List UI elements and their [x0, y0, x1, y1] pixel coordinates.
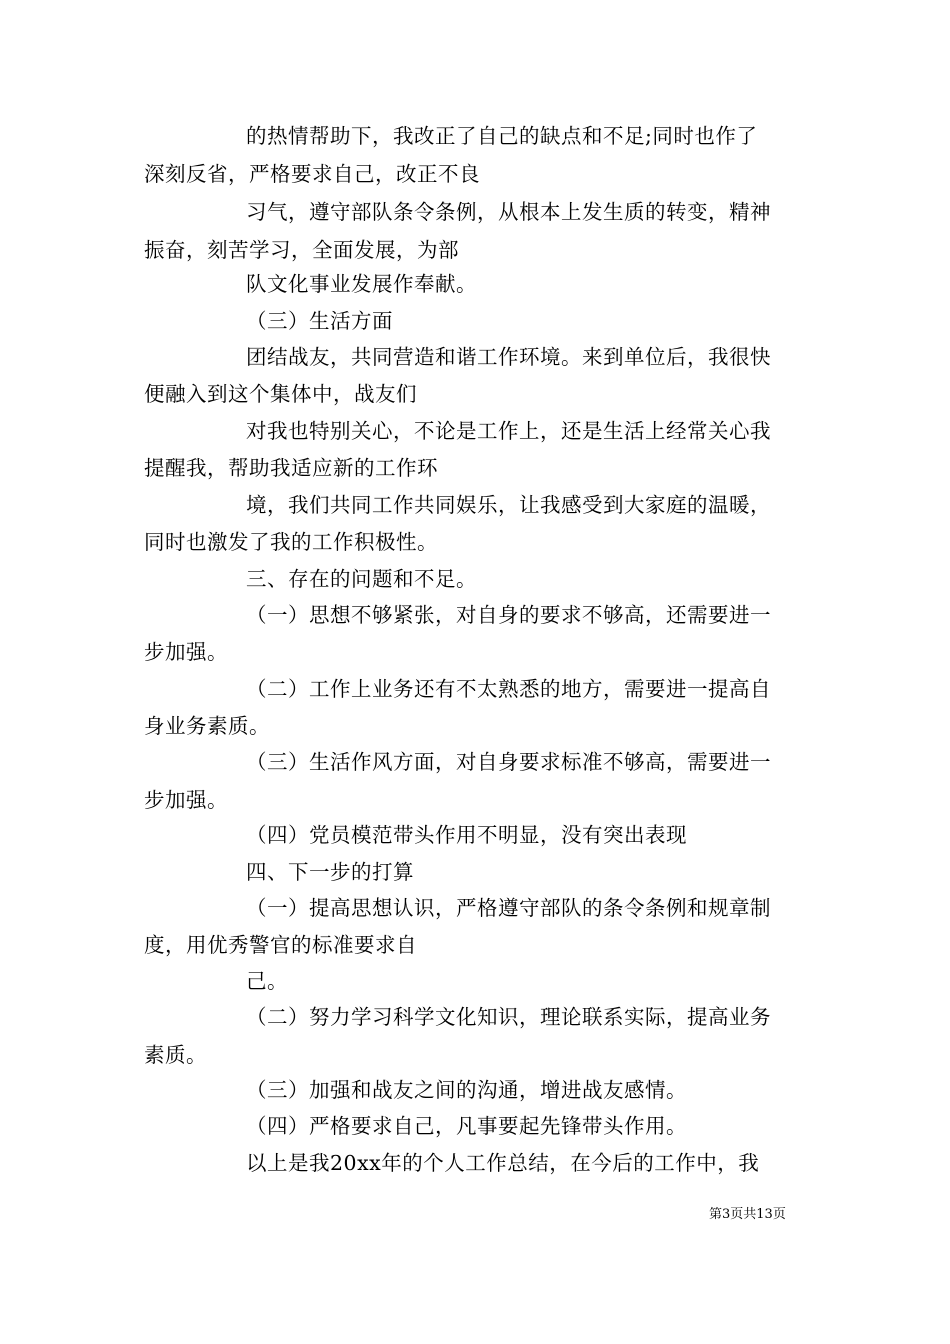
text-line: 对我也特别关心，不论是工作上，还是生活上经常关心我	[246, 419, 771, 443]
text-line: （四）党员模范带头作用不明显，没有突出表现	[246, 823, 687, 847]
text-line: （一）提高思想认识，严格遵守部队的条令条例和规章制	[246, 896, 771, 920]
section-heading: （三）生活方面	[246, 309, 393, 333]
section-heading: 三、存在的问题和不足。	[246, 567, 477, 591]
text-line: 境，我们共同工作共同娱乐，让我感受到大家庭的温暖，	[246, 493, 771, 517]
text-line: 身业务素质。	[144, 714, 270, 738]
text-line: 度，用优秀警官的标准要求自	[144, 933, 417, 957]
text-line: （一）思想不够紧张，对自身的要求不够高，还需要进一	[246, 603, 771, 627]
text-line: 深刻反省，严格要求自己，改正不良	[144, 162, 480, 186]
text-line: 振奋，刻苦学习，全面发展，为部	[144, 238, 459, 262]
text-line: 便融入到这个集体中，战友们	[144, 382, 417, 406]
section-heading: 四、下一步的打算	[246, 860, 414, 884]
text-line: （二）工作上业务还有不太熟悉的地方，需要进一提高自	[246, 677, 771, 701]
text-line: 的热情帮助下，我改正了自己的缺点和不足;同时也作了	[246, 124, 758, 148]
text-line: （二）努力学习科学文化知识，理论联系实际，提高业务	[246, 1005, 771, 1029]
text-line: 己。	[246, 969, 288, 993]
text-line: 步加强。	[144, 640, 228, 664]
text-line: 提醒我，帮助我适应新的工作环	[144, 456, 438, 480]
page-number: 第3页共13页	[709, 1207, 786, 1222]
text-line: （三）生活作风方面，对自身要求标准不够高，需要进一	[246, 750, 771, 774]
text-line: 步加强。	[144, 788, 228, 812]
text-line: 同时也激发了我的工作积极性。	[144, 530, 438, 554]
text-line: 队文化事业发展作奉献。	[246, 272, 477, 296]
text-line: 团结战友，共同营造和谐工作环境。来到单位后，我很快	[246, 345, 771, 369]
text-line: 素质。	[144, 1043, 207, 1067]
text-line: （三）加强和战友之间的沟通，增进战友感情。	[246, 1078, 687, 1102]
text-line: （四）严格要求自己，凡事要起先锋带头作用。	[246, 1114, 687, 1138]
text-line: 习气，遵守部队条令条例，从根本上发生质的转变，精神	[246, 200, 771, 224]
text-line: 以上是我20xx年的个人工作总结，在今后的工作中，我	[246, 1151, 760, 1175]
